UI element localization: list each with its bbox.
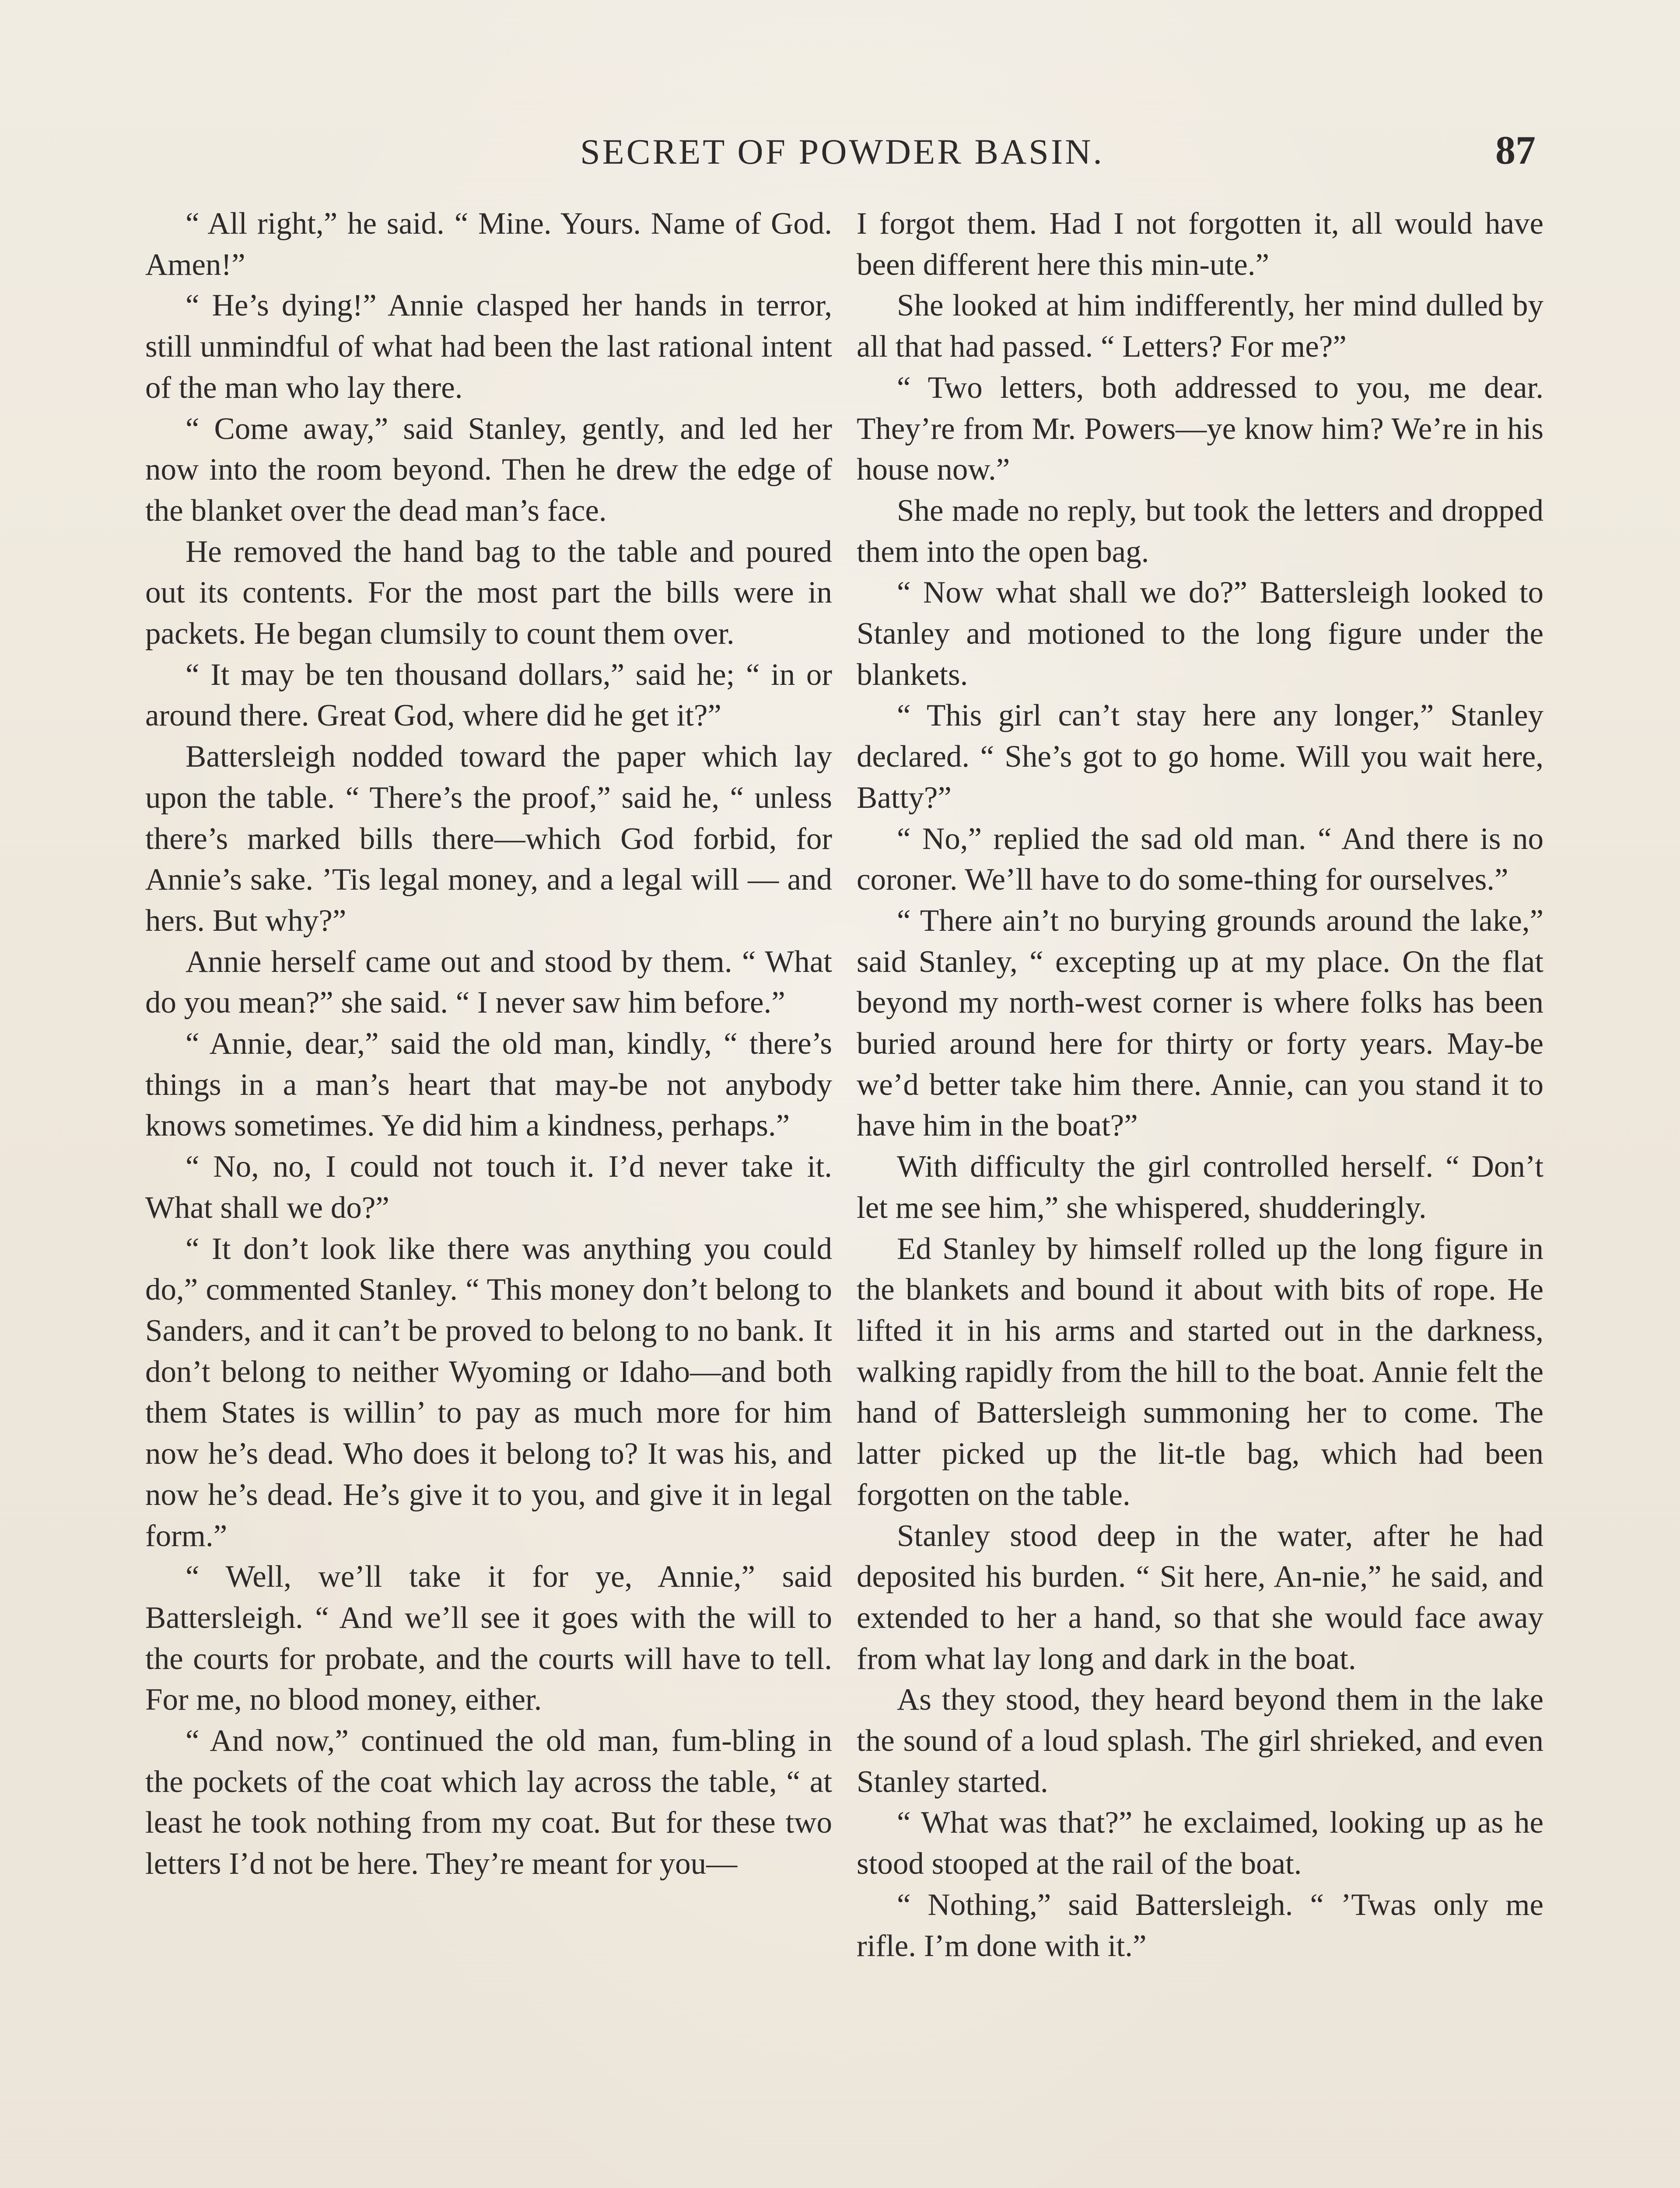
paragraph: “ Now what shall we do?” Battersleigh looked to Stanley and motioned to the long figure under the blankets. (857, 575, 1544, 692)
paragraph: “ Two letters, both addressed to you, me dear. They’re from Mr. Powers—ye know him? We’re in his house now.” (857, 370, 1544, 487)
page-header (149, 127, 1536, 179)
page-number: 87 (1495, 128, 1536, 172)
paragraph: Stanley stood deep in the water, after he had deposited his burden. “ Sit here, An-nie,” he said, and extended to her a hand, so that she would face away from what lay long and dark in the boat. (857, 1518, 1544, 1676)
paragraph: With difficulty the girl controlled herself. “ Don’t let me see him,” she whispered, shudderingly. (857, 1150, 1544, 1225)
paragraph: “ No, no, I could not touch it. I’d never take it. What shall we do?” (145, 1150, 832, 1225)
paragraph: “ Come away,” said Stanley, gently, and led her now into the room beyond. Then he drew the edge of the blanket over the dead man’s face. (145, 411, 832, 528)
paragraph: “ This girl can’t stay here any longer,” Stanley declared. “ She’s got to go home. Will you wait here, Batty?” (857, 698, 1544, 815)
paragraph: “ What was that?” he exclaimed, looking up as he stood stooped at the rail of the boat. (857, 1806, 1544, 1881)
paragraph: She looked at him indifferently, her mind dulled by all that had passed. “ Letters? For me?” (857, 288, 1544, 364)
running-title: SECRET OF POWDER BASIN. (580, 132, 1104, 172)
paragraph: “ Nothing,” said Battersleigh. “ ’Twas only me rifle. I’m done with it.” (857, 1887, 1544, 1963)
paragraph: “ There ain’t no burying grounds around the lake,” said Stanley, “ excepting up at my place. On the flat beyond my north-west corner is where folks has been buried around here for thirty or forty years. May-be we’d better take him there. Annie, can you stand it to have him in the boat?” (857, 903, 1544, 1143)
right-text-column (857, 203, 1544, 1967)
paragraph: Ed Stanley by himself rolled up the long figure in the blankets and bound it about with bits of rope. He lifted it in his arms and started out in the darkness, walking rapidly from the hill to the boat. Annie felt the hand of Battersleigh summoning her to come. The latter picked up the lit-tle bag, which had been forgotten on the table. (857, 1231, 1544, 1512)
paragraph: As they stood, they heard beyond them in the lake the sound of a loud splash. The girl shrieked, and even Stanley started. (857, 1683, 1544, 1799)
paragraph: “ And now,” continued the old man, fum-bling in the pockets of the coat which lay across the table, “ at least he took nothing from my coat. But for these two letters I’d not be here. They’re meant for you— (145, 1724, 832, 1881)
paragraph: “ It don’t look like there was anything you could do,” commented Stanley. “ This money don’t belong to Sanders, and it can’t be proved to belong to no bank. It don’t belong to neither Wyoming or Idaho—and both them States is willin’ to pay as much more for him now he’s dead. Who does it belong to? It was his, and now he’s dead. He’s give it to you, and give it in legal form.” (145, 1231, 832, 1553)
paragraph: She made no reply, but took the letters and dropped them into the open bag. (857, 493, 1544, 569)
paragraph: “ It may be ten thousand dollars,” said he; “ in or around there. Great God, where did he get it?” (145, 657, 832, 733)
paragraph: “ Well, we’ll take it for ye, Annie,” said Battersleigh. “ And we’ll see it goes with the will to the courts for probate, and the courts will have to tell. For me, no blood money, either. (145, 1560, 832, 1717)
paragraph: Battersleigh nodded toward the paper which lay upon the table. “ There’s the proof,” said he, “ unless there’s marked bills there—which God forbid, for Annie’s sake. ’Tis legal money, and a legal will — and hers. But why?” (145, 740, 832, 938)
paragraph: “ Annie, dear,” said the old man, kindly, “ there’s things in a man’s heart that may-be not anybody knows sometimes. Ye did him a kindness, perhaps.” (145, 1027, 832, 1143)
paragraph: “ No,” replied the sad old man. “ And there is no coroner. We’ll have to do some-thing for ourselves.” (857, 821, 1544, 897)
paragraph: He removed the hand bag to the table and poured out its contents. For the most part the bills were in packets. He began clumsily to count them over. (145, 534, 832, 651)
left-text-column (145, 203, 832, 1885)
paragraph: “ All right,” he said. “ Mine. Yours. Name of God. Amen!” (145, 207, 832, 282)
paragraph: “ He’s dying!” Annie clasped her hands in terror, still unmindful of what had been the last rational intent of the man who lay there. (145, 288, 832, 405)
paragraph: Annie herself came out and stood by them. “ What do you mean?” she said. “ I never saw him before.” (145, 944, 832, 1020)
paragraph: I forgot them. Had I not forgotten it, all would have been different here this min-ute.” (857, 207, 1544, 282)
